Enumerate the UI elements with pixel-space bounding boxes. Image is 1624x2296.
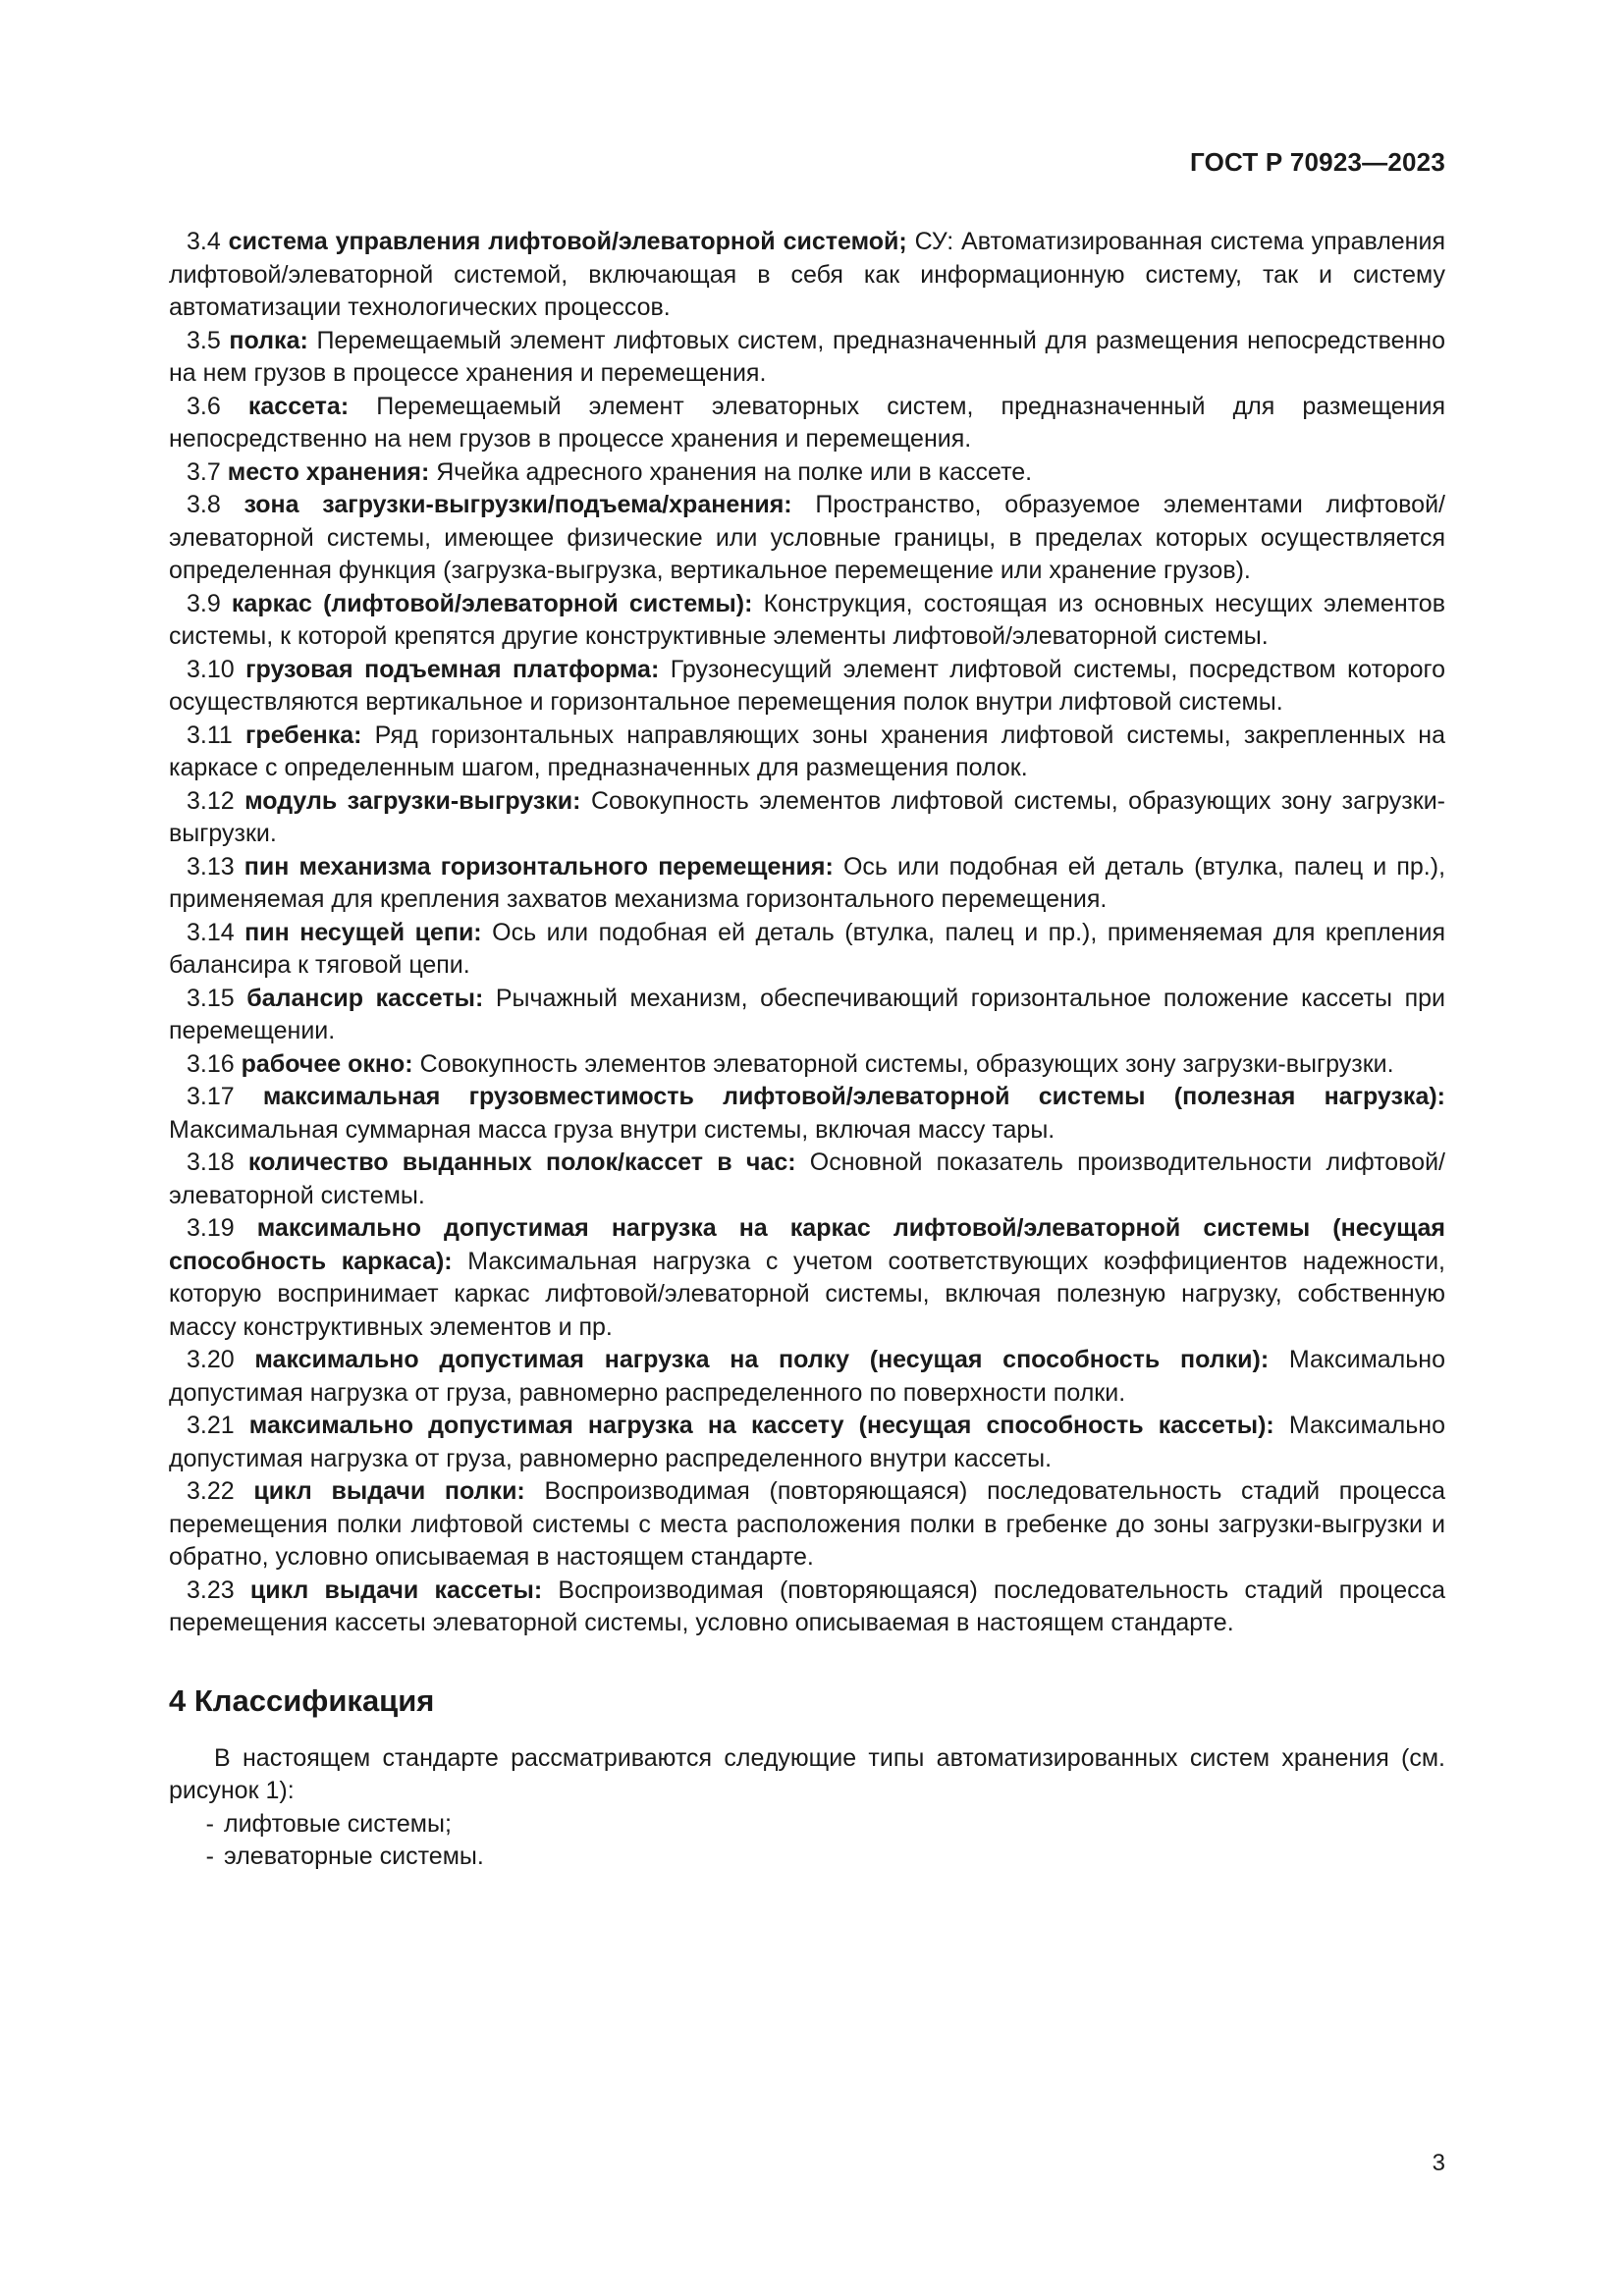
term-definition: [169, 983, 1445, 1048]
term-name: максимально допустимая нагрузка на кассету (несущая способность кассеты):: [248, 1412, 1274, 1439]
term-number: 3.20: [187, 1346, 255, 1373]
term-definition: [169, 391, 1445, 456]
list-dash: -: [205, 1842, 214, 1870]
term-name: пин механизма горизонтального перемещения:: [244, 852, 834, 881]
term-definition: [169, 588, 1445, 654]
term-number: 3.6: [187, 392, 248, 420]
term-number: 3.23: [187, 1575, 250, 1604]
term-number: 3.15: [187, 984, 247, 1012]
classification-list: [169, 1808, 1445, 1874]
term-text: Пространство, образуемое элементами лифтовой/элеваторной системы, имеющее физические или условные границы, в пределах которых осуществляется определенная функция (загрузка-выгрузка, вертикальное перемещение или хранение грузов).: [169, 491, 1445, 584]
term-number: 3.21: [187, 1412, 249, 1439]
term-definition: [169, 1410, 1445, 1475]
term-text: Воспроизводимая (повторяющаяся) последовательность стадий процесса перемещения кассеты элеваторной системы, условно описываемая в настоящем стандарте.: [169, 1575, 1445, 1636]
list-item-text: лифтовые системы;: [224, 1809, 452, 1838]
list-item: [169, 1841, 1445, 1874]
term-text: Ряд горизонтальных направляющих зоны хранения лифтовой системы, закрепленных на каркасе с определенным шагом, предназначенных для размещения полок.: [169, 721, 1445, 781]
term-definition: [169, 720, 1445, 785]
page-number: 3: [1432, 2150, 1445, 2176]
term-name: грузовая подъемная платформа:: [245, 655, 660, 683]
term-number: 3.9: [187, 589, 232, 617]
term-text: СУ: Автоматизированная система управления лифтовой/элеваторной системой, включающая в себя как информационную систему, так и систему автоматизации технологических процессов.: [169, 228, 1445, 321]
term-definition: [169, 325, 1445, 391]
term-number: 3.12: [187, 786, 245, 815]
term-text: Основной показатель производительности лифтовой/элеваторной системы.: [169, 1148, 1445, 1209]
term-name: максимально допустимая нагрузка на полку (несущая способность полки):: [254, 1346, 1270, 1373]
term-text: Грузонесущий элемент лифтовой системы, посредством которого осуществляются вертикальное и горизонтальное перемещения полок внутри лифтовой системы.: [169, 655, 1445, 716]
term-text: Конструкция, состоящая из основных несущих элементов системы, к которой крепятся другие конструктивные элементы лифтовой/элеваторной системы.: [169, 589, 1445, 650]
section-intro: В настоящем стандарте рассматриваются следующие типы автоматизированных систем хранения (см. рисунок 1):: [169, 1743, 1445, 1804]
term-definition: [169, 1081, 1445, 1147]
term-text: Рычажный механизм, обеспечивающий горизонтальное положение кассеты при перемещении.: [169, 984, 1446, 1044]
term-definition: [169, 1575, 1445, 1640]
term-name: максимальная грузовместимость лифтовой/элеваторной системы (полезная нагрузка):: [262, 1083, 1445, 1110]
term-text: Максимальная нагрузка с учетом соответствующих коэффициентов надежности, которую воспринимает каркас лифтовой/элеваторной системы, включая полезную нагрузку, собственную массу конструктивных элементов и пр.: [169, 1247, 1445, 1341]
term-definition: [169, 1344, 1445, 1410]
term-definition: [169, 1212, 1445, 1344]
term-name: место хранения:: [227, 457, 430, 486]
term-number: 3.16: [187, 1049, 242, 1078]
term-number: 3.22: [187, 1477, 254, 1505]
term-text: Перемещаемый элемент лифтовых систем, предназначенный для размещения непосредственно на нем грузов в процессе хранения и перемещения.: [169, 326, 1445, 387]
term-name: максимально допустимая нагрузка на каркас лифтовой/элеваторной системы (несущая способность каркаса):: [169, 1214, 1445, 1275]
term-definition: [169, 226, 1445, 325]
term-number: 3.4: [187, 228, 229, 255]
term-text: Совокупность элементов элеваторной системы, образующих зону загрузки-выгрузки.: [412, 1049, 1394, 1078]
term-text: Воспроизводимая (повторяющаяся) последовательность стадий процесса перемещения полки лифтовой системы с места расположения полки в гребенке до зоны загрузки-выгрузки и обратно, условно описываемая в настоящем стандарте.: [169, 1477, 1445, 1571]
term-name: система управления лифтовой/элеваторной системой;: [228, 228, 907, 255]
terms-list: [169, 226, 1445, 1640]
term-name: гребенка:: [245, 721, 362, 749]
term-text: Совокупность элементов лифтовой системы, образующих зону загрузки-выгрузки.: [169, 786, 1445, 847]
term-text: Максимальная суммарная масса груза внутри системы, включая массу тары.: [169, 1115, 1056, 1144]
term-name: цикл выдачи кассеты:: [249, 1575, 543, 1604]
term-number: 3.5: [187, 326, 230, 354]
term-definition: [169, 456, 1445, 490]
term-name: модуль загрузки-выгрузки:: [244, 786, 581, 815]
term-number: 3.7: [187, 457, 228, 486]
term-definition: [169, 1147, 1445, 1212]
list-item: [169, 1808, 1445, 1842]
term-definition: [169, 654, 1445, 720]
term-name: балансир кассеты:: [246, 984, 484, 1012]
term-name: полка:: [229, 326, 308, 354]
term-number: 3.13: [187, 852, 244, 881]
term-number: 3.18: [187, 1148, 248, 1176]
term-definition: [169, 785, 1445, 851]
term-name: кассета:: [247, 392, 350, 420]
list-dash: -: [205, 1809, 214, 1838]
term-text: Перемещаемый элемент элеваторных систем, предназначенный для размещения непосредственно на нем грузов в процессе хранения и перемещения.: [169, 392, 1445, 453]
term-text: Ось или подобная ей деталь (втулка, палец и пр.), применяемая для крепления захватов механизма горизонтального перемещения.: [169, 852, 1446, 913]
document-body: [169, 226, 1445, 1874]
term-name: зона загрузки-выгрузки/подъема/хранения:: [244, 491, 792, 518]
section-title: 4 Классификация: [169, 1682, 435, 1718]
document-code: ГОСТ Р 70923—2023: [1190, 147, 1445, 177]
term-text: Ось или подобная ей деталь (втулка, палец и пр.), применяемая для крепления балансира к тяговой цепи.: [169, 918, 1445, 979]
term-number: 3.8: [187, 491, 244, 518]
term-text: Максимально допустимая нагрузка от груза, равномерно распределенного по поверхности полки.: [169, 1346, 1446, 1407]
term-text: Максимально допустимая нагрузка от груза, равномерно распределенного внутри кассеты.: [169, 1412, 1445, 1472]
term-definition: [169, 851, 1445, 917]
term-number: 3.10: [187, 655, 246, 683]
term-definition: [169, 1048, 1445, 1082]
term-name: количество выданных полок/кассет в час:: [247, 1148, 796, 1176]
term-name: каркас (лифтовой/элеваторной системы):: [231, 589, 753, 617]
term-number: 3.14: [187, 918, 245, 946]
term-number: 3.19: [187, 1214, 257, 1242]
term-definition: [169, 1475, 1445, 1575]
term-number: 3.11: [187, 721, 246, 749]
term-name: рабочее окно:: [241, 1049, 413, 1078]
term-definition: [169, 917, 1445, 983]
term-number: 3.17: [187, 1083, 263, 1110]
list-item-text: элеваторные системы.: [224, 1842, 484, 1870]
term-definition: [169, 489, 1445, 588]
term-name: пин несущей цепи:: [244, 918, 482, 946]
term-name: цикл выдачи полки:: [253, 1477, 525, 1505]
term-text: Ячейка адресного хранения на полке или в кассете.: [429, 457, 1033, 486]
